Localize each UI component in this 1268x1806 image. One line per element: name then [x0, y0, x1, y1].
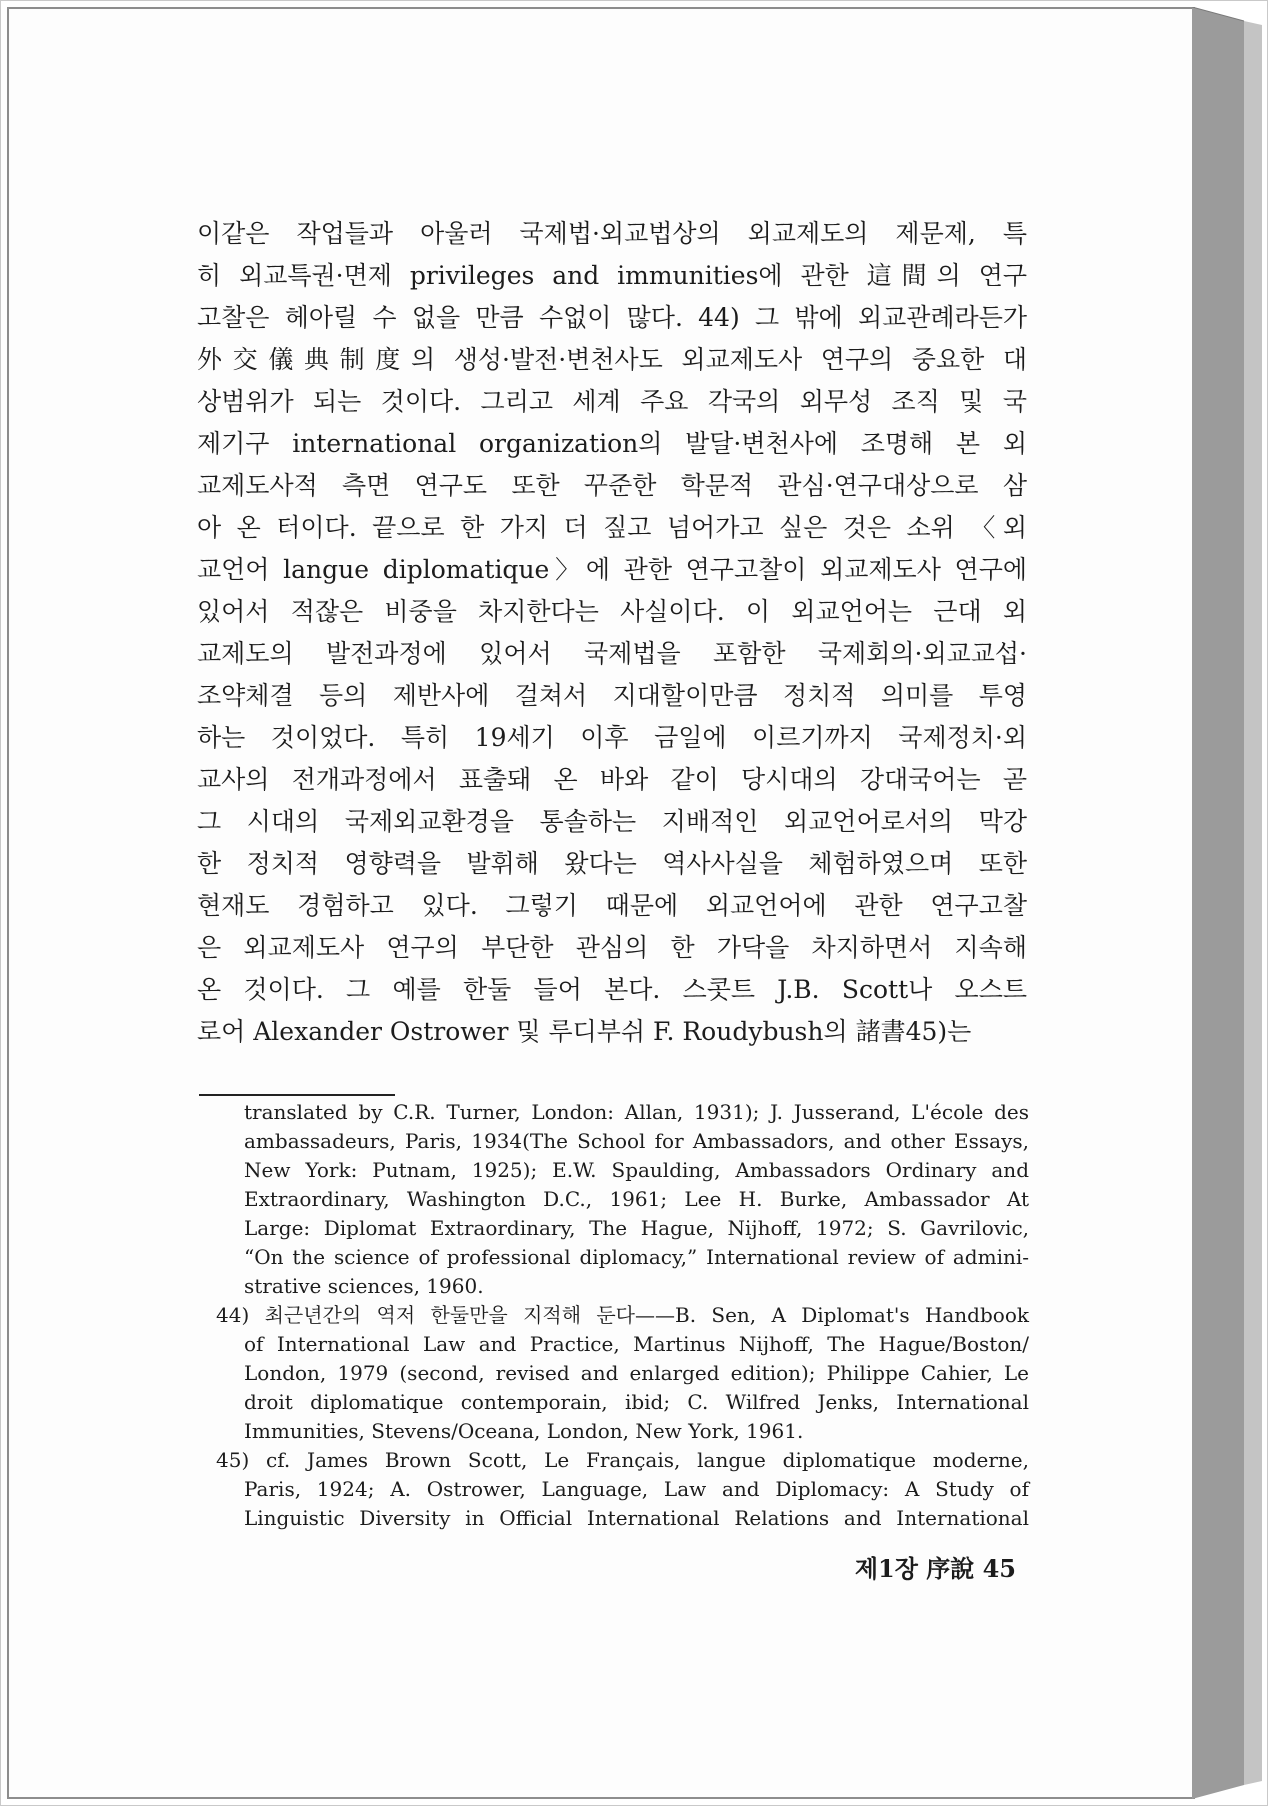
body-line: 아 온 터이다. 끝으로 한 가지 더 짚고 넘어가고 싶은 것은 소위 〈외 [197, 513, 1027, 542]
body-line: 교제도사적 측면 연구도 또한 꾸준한 학문적 관심·연구대상으로 삼 [197, 471, 1027, 500]
footnote-line: ambassadeurs, Paris, 1934(The School for Ambassadors, and other Essays, [244, 1129, 1029, 1153]
body-line: 로어 Alexander Ostrower 및 루디부쉬 F. Roudybush의 諸書45)는 [197, 1017, 972, 1046]
body-line: 고찰은 헤아릴 수 없을 만큼 수없이 많다. 44) 그 밖에 외교관례라든가 [197, 303, 1027, 332]
main-body-text [197, 213, 1027, 1053]
body-line: 교언어 langue diplomatique〉에 관한 연구고찰이 외교제도사 연구에 [197, 555, 1027, 584]
book-spine-highlight [1244, 21, 1262, 1785]
body-line: 外交儀典制度의 생성·발전·변천사도 외교제도사 연구의 중요한 대 [197, 345, 1027, 374]
footnote-line: of International Law and Practice, Martinus Nijhoff, The Hague/Boston/ [244, 1332, 1029, 1356]
body-line: 한 정치적 영향력을 발휘해 왔다는 역사사실을 체험하였으며 또한 [197, 849, 1027, 878]
footnote-line: Linguistic Diversity in Official International Relations and International [244, 1506, 1029, 1530]
footnote-line: Large: Diplomat Extraordinary, The Hague, Nijhoff, 1972; S. Gavrilovic, [244, 1216, 1029, 1240]
footnote-44-start: 44) 최근년간의 역저 한둘만을 지적해 둔다——B. Sen, A Diplomat's Handbook [216, 1303, 1029, 1327]
body-line: 그 시대의 국제외교환경을 통솔하는 지배적인 외교언어로서의 막강 [197, 807, 1027, 836]
body-line: 이같은 작업들과 아울러 국제법·외교법상의 외교제도의 제문제, 특 [197, 219, 1027, 248]
footnote-line: droit diplomatique contemporain, ibid; C. Wilfred Jenks, International [244, 1390, 1029, 1414]
body-line: 교제도의 발전과정에 있어서 국제법을 포함한 국제회의·외교교섭· [197, 639, 1027, 668]
footnote-line: Extraordinary, Washington D.C., 1961; Lee H. Burke, Ambassador At [244, 1187, 1029, 1211]
body-line: 조약체결 등의 제반사에 걸쳐서 지대할이만큼 정치적 의미를 투영 [197, 681, 1027, 710]
body-line: 있어서 적잖은 비중을 차지한다는 사실이다. 이 외교언어는 근대 외 [197, 597, 1027, 626]
body-line: 상범위가 되는 것이다. 그리고 세계 주요 각국의 외무성 조직 및 국 [197, 387, 1027, 416]
footnote-line: New York: Putnam, 1925); E.W. Spaulding, Ambassadors Ordinary and [244, 1158, 1029, 1182]
footnote-line: “On the science of professional diplomacy,” International review of admini- [244, 1245, 1029, 1269]
body-line: 교사의 전개과정에서 표출돼 온 바와 같이 당시대의 강대국어는 곧 [197, 765, 1027, 794]
body-line: 제기구 international organization의 발달·변천사에 조명해 본 외 [197, 429, 1027, 458]
book-page-edge [1192, 7, 1262, 1799]
book-spine-shadow [1192, 7, 1244, 1799]
body-line: 하는 것이었다. 특히 19세기 이후 금일에 이르기까지 국제정치·외 [197, 723, 1027, 752]
footnote-45-start: 45) cf. James Brown Scott, Le Français, langue diplomatique moderne, [216, 1448, 1029, 1472]
footnotes [197, 1098, 1029, 1533]
footnote-line: Paris, 1924; A. Ostrower, Language, Law and Diplomacy: A Study of [244, 1477, 1029, 1501]
body-line: 온 것이다. 그 예를 한둘 들어 본다. 스콧트 J.B. Scott나 오스트 [197, 975, 1027, 1004]
footnote-separator [199, 1094, 395, 1096]
footnote-line: London, 1979 (second, revised and enlarged edition); Philippe Cahier, Le [244, 1361, 1029, 1385]
footnote-line: strative sciences, 1960. [244, 1274, 484, 1298]
body-line: 히 외교특권·면제 privileges and immunities에 관한 這間의 연구 [197, 261, 1027, 290]
footnote-line: Immunities, Stevens/Oceana, London, New York, 1961. [244, 1419, 804, 1443]
body-line: 은 외교제도사 연구의 부단한 관심의 한 가닥을 차지하면서 지속해 [197, 933, 1027, 962]
footnote-line: translated by C.R. Turner, London: Allan, 1931); J. Jusserand, L'école des [244, 1100, 1029, 1124]
body-line: 현재도 경험하고 있다. 그렇기 때문에 외교언어에 관한 연구고찰 [197, 891, 1027, 920]
running-footer: 제1장 序說 45 [854, 1554, 1016, 1583]
